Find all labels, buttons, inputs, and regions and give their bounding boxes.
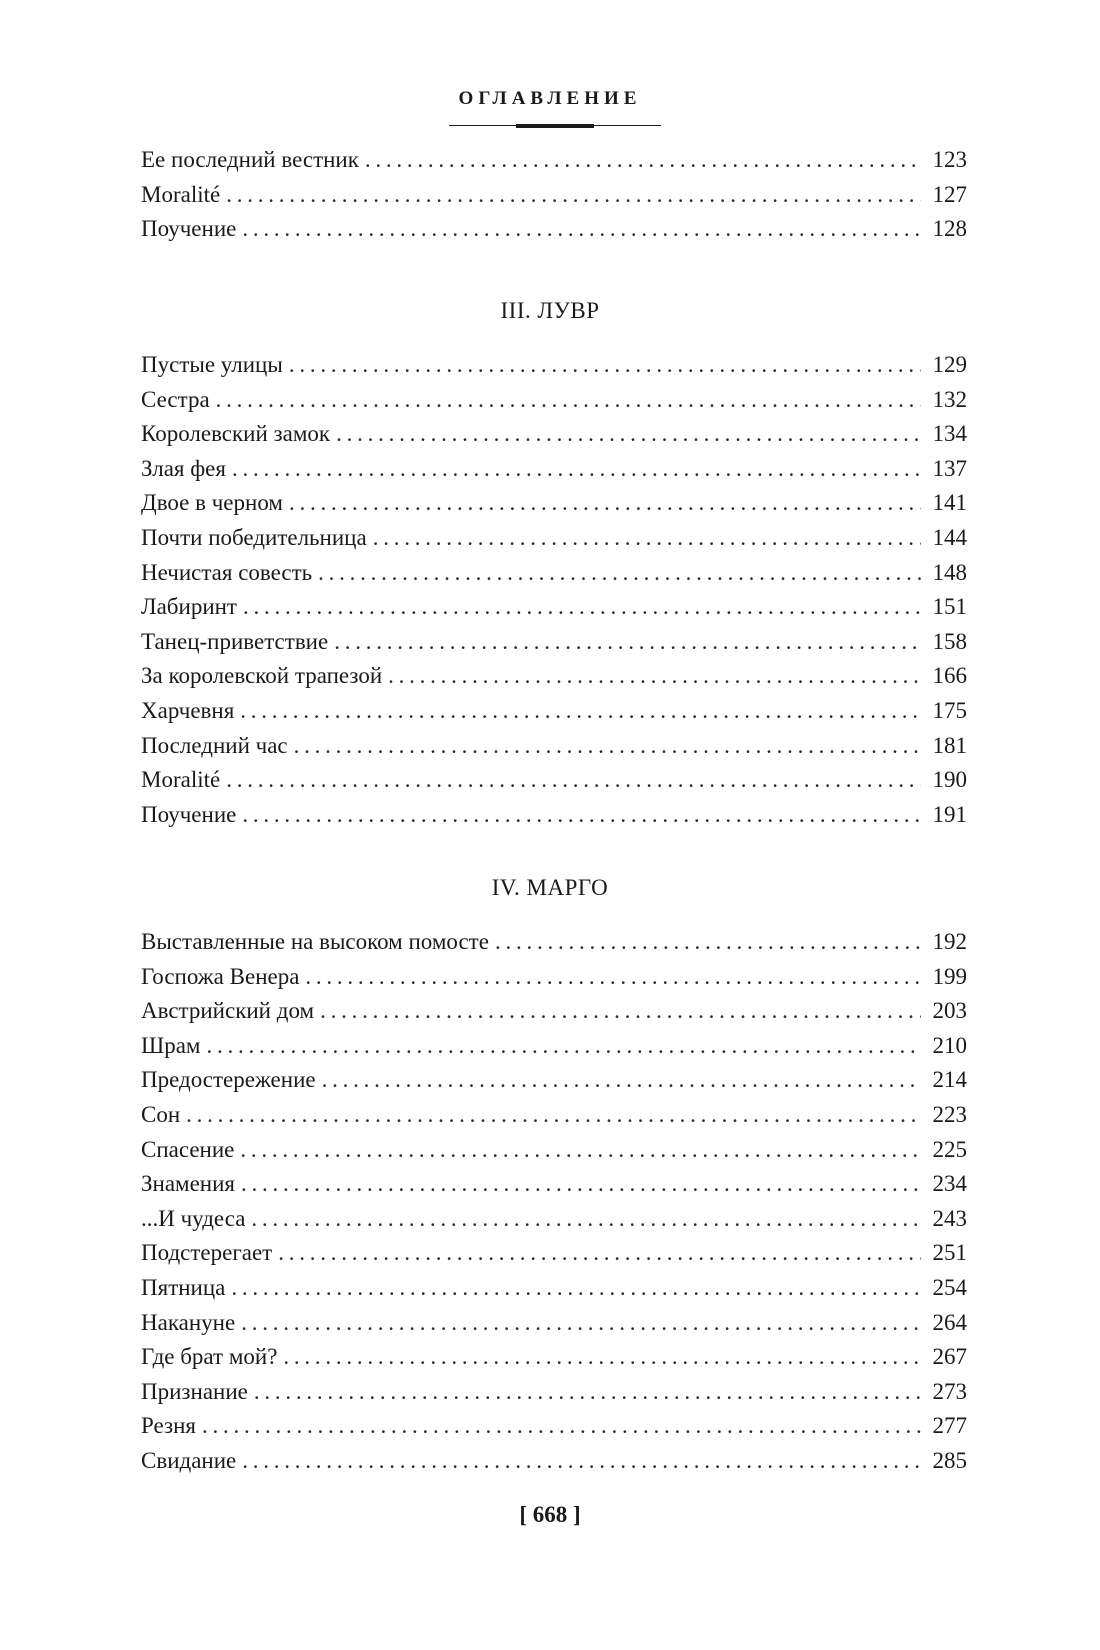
toc-entry bbox=[141, 452, 967, 487]
toc-entry-title: Резня bbox=[141, 1413, 196, 1439]
toc-entry bbox=[141, 1340, 967, 1375]
dot-leader bbox=[495, 925, 921, 960]
toc-entry-title: Ее последний вестник bbox=[141, 147, 359, 172]
dot-leader bbox=[251, 1202, 921, 1237]
toc-entry-page: 175 bbox=[932, 697, 967, 723]
toc-entry-page: 210 bbox=[932, 1032, 967, 1058]
dot-leader bbox=[320, 994, 921, 1029]
toc-entry-page: 225 bbox=[932, 1136, 967, 1162]
toc-entry-title: Спасение bbox=[141, 1136, 235, 1162]
toc-entry-page: 214 bbox=[932, 1067, 967, 1093]
toc-entry-title: Королевский замок bbox=[141, 421, 331, 447]
toc-entry bbox=[141, 729, 967, 764]
toc-entry bbox=[141, 143, 967, 178]
toc-entry bbox=[141, 212, 967, 247]
toc-block-part4 bbox=[141, 925, 967, 1479]
toc-entry bbox=[141, 994, 967, 1029]
toc-entry bbox=[141, 1444, 967, 1479]
toc-entry-title: Австрийский дом bbox=[141, 998, 315, 1024]
toc-entry-page: 151 bbox=[932, 594, 967, 620]
dot-leader bbox=[278, 1236, 921, 1271]
dot-leader bbox=[206, 1029, 921, 1064]
toc-entry-page: 223 bbox=[932, 1101, 967, 1127]
toc-entry bbox=[141, 521, 967, 556]
toc-entry bbox=[141, 383, 967, 418]
toc-entry-title: Признание bbox=[141, 1378, 248, 1404]
toc-entry-title: Харчевня bbox=[141, 697, 235, 723]
toc-entry-title: Свидание bbox=[141, 1447, 237, 1473]
toc-entry-page: 203 bbox=[932, 998, 967, 1024]
toc-entry-page: 132 bbox=[932, 386, 967, 412]
toc-entry bbox=[141, 1133, 967, 1168]
toc-entry-page: 123 bbox=[932, 147, 967, 172]
toc-entry-page: 134 bbox=[932, 421, 967, 447]
toc-entry bbox=[141, 1409, 967, 1444]
toc-entry-title: Госпожа Венера bbox=[141, 963, 300, 989]
toc-entry-page: 148 bbox=[932, 559, 967, 585]
toc-entry-title: Выставленные на высоком помосте bbox=[141, 929, 489, 954]
toc-entry bbox=[141, 1306, 967, 1341]
toc-entry-title: Накануне bbox=[141, 1309, 236, 1335]
toc-entry-page: 181 bbox=[932, 732, 967, 758]
dot-leader bbox=[365, 143, 921, 178]
toc-entry-page: 144 bbox=[932, 524, 967, 550]
dot-leader bbox=[242, 212, 921, 247]
toc-entry-page: 199 bbox=[932, 963, 967, 989]
dot-leader bbox=[336, 417, 921, 452]
toc-entry-title: Подстерегает bbox=[141, 1240, 273, 1266]
dot-leader bbox=[242, 798, 921, 833]
toc-entry bbox=[141, 1375, 967, 1410]
dot-leader bbox=[305, 960, 921, 995]
toc-entry-page: 129 bbox=[932, 352, 967, 377]
toc-entry-title: Moralité bbox=[141, 767, 221, 793]
dot-leader bbox=[232, 452, 921, 487]
toc-entry bbox=[141, 694, 967, 729]
toc-entry bbox=[141, 486, 967, 521]
toc-entry bbox=[141, 556, 967, 591]
toc-entry-title: Moralité bbox=[141, 181, 221, 207]
toc-entry bbox=[141, 763, 967, 798]
dot-leader bbox=[294, 729, 921, 764]
toc-entry-title: Последний час bbox=[141, 732, 288, 758]
toc-entry bbox=[141, 659, 967, 694]
page-number: [ 668 ] bbox=[519, 1502, 581, 1527]
dot-leader bbox=[240, 1133, 921, 1168]
toc-entry bbox=[141, 1029, 967, 1064]
dot-leader bbox=[241, 1306, 921, 1341]
dot-leader bbox=[373, 521, 921, 556]
dot-leader bbox=[240, 694, 921, 729]
toc-entry bbox=[141, 178, 967, 213]
toc-entry-title: Пустые улицы bbox=[141, 352, 283, 377]
dot-leader bbox=[334, 625, 921, 660]
toc-entry bbox=[141, 1063, 967, 1098]
toc-entry-page: 254 bbox=[932, 1274, 967, 1300]
toc-entry-title: Поучение bbox=[141, 801, 237, 827]
toc-entry-page: 285 bbox=[932, 1447, 967, 1473]
toc-entry-title: Где брат мой? bbox=[141, 1344, 278, 1370]
toc-entry-title: Шрам bbox=[141, 1032, 201, 1058]
dot-leader bbox=[226, 763, 921, 798]
dot-leader bbox=[242, 1444, 921, 1479]
toc-entry-title: Сестра bbox=[141, 386, 210, 412]
toc-entry-page: 127 bbox=[932, 181, 967, 207]
toc-entry-title: Пятница bbox=[141, 1274, 226, 1300]
running-head: ОГЛАВЛЕНИЕ bbox=[458, 88, 642, 109]
toc-entry-title: Почти победительница bbox=[141, 524, 367, 550]
part-heading-margo: IV. МАРГО bbox=[491, 875, 609, 900]
toc-entry-page: 191 bbox=[932, 801, 967, 827]
toc-entry-page: 273 bbox=[932, 1378, 967, 1404]
toc-entry-page: 251 bbox=[932, 1240, 967, 1266]
dot-leader bbox=[231, 1271, 921, 1306]
dot-leader bbox=[216, 383, 921, 418]
toc-entry-page: 141 bbox=[932, 490, 967, 516]
toc-entry-page: 158 bbox=[932, 628, 967, 654]
toc-entry bbox=[141, 1236, 967, 1271]
toc-entry bbox=[141, 348, 967, 383]
dot-leader bbox=[243, 590, 921, 625]
toc-entry bbox=[141, 960, 967, 995]
dot-leader bbox=[289, 348, 921, 383]
toc-entry bbox=[141, 625, 967, 660]
toc-entry-title: Злая фея bbox=[141, 455, 226, 481]
toc-block-part3 bbox=[141, 348, 967, 832]
toc-entry-page: 264 bbox=[932, 1309, 967, 1335]
part-heading-louvre: III. ЛУВР bbox=[500, 298, 600, 323]
toc-entry-page: 277 bbox=[932, 1413, 967, 1439]
toc-entry bbox=[141, 1202, 967, 1237]
dot-leader bbox=[318, 556, 921, 591]
header-rule-accent bbox=[516, 124, 594, 128]
toc-entry-page: 190 bbox=[932, 767, 967, 793]
toc-entry-title: ...И чудеса bbox=[141, 1205, 246, 1231]
toc-entry-page: 267 bbox=[932, 1344, 967, 1370]
toc-entry bbox=[141, 798, 967, 833]
toc-entry-title: Танец-приветствие bbox=[141, 628, 329, 654]
toc-block-continued bbox=[141, 143, 967, 247]
toc-entry-page: 243 bbox=[932, 1205, 967, 1231]
toc-entry bbox=[141, 1098, 967, 1133]
toc-entry bbox=[141, 925, 967, 960]
toc-entry bbox=[141, 1167, 967, 1202]
dot-leader bbox=[186, 1098, 921, 1133]
toc-entry-title: За королевской трапезой bbox=[141, 663, 383, 689]
toc-entry-title: Знамения bbox=[141, 1171, 235, 1197]
toc-entry bbox=[141, 417, 967, 452]
toc-entry-page: 137 bbox=[932, 455, 967, 481]
dot-leader bbox=[289, 486, 921, 521]
toc-entry-title: Лабиринт bbox=[141, 594, 237, 620]
toc-entry-page: 234 bbox=[932, 1171, 967, 1197]
toc-entry-title: Предостережение bbox=[141, 1067, 316, 1093]
dot-leader bbox=[388, 659, 921, 694]
toc-entry-title: Сон bbox=[141, 1101, 181, 1127]
dot-leader bbox=[226, 178, 921, 213]
toc-entry-page: 128 bbox=[932, 216, 967, 242]
toc-entry-page: 166 bbox=[932, 663, 967, 689]
toc-entry-title: Поучение bbox=[141, 216, 237, 242]
toc-entry bbox=[141, 1271, 967, 1306]
toc-entry-title: Нечистая совесть bbox=[141, 559, 313, 585]
dot-leader bbox=[202, 1409, 921, 1444]
dot-leader bbox=[322, 1063, 921, 1098]
dot-leader bbox=[283, 1340, 921, 1375]
toc-entry-page: 192 bbox=[932, 929, 967, 954]
toc-entry-title: Двое в черном bbox=[141, 490, 283, 516]
dot-leader bbox=[254, 1375, 921, 1410]
dot-leader bbox=[241, 1167, 921, 1202]
toc-entry bbox=[141, 590, 967, 625]
